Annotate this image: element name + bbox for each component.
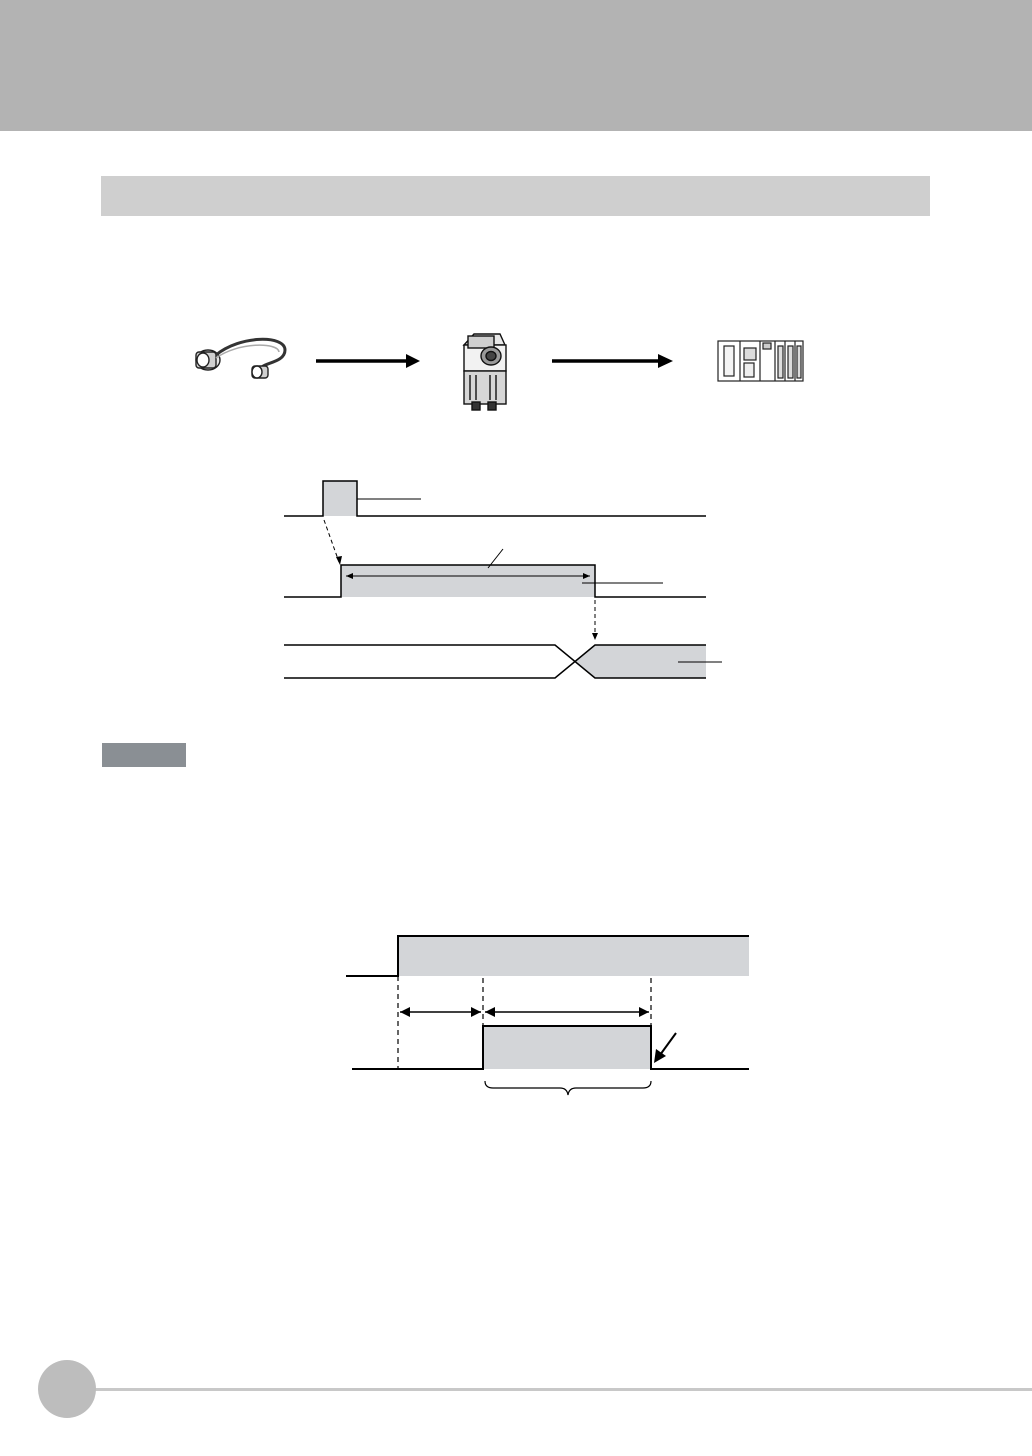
pulse-width-arrow [485,1007,649,1017]
lower-pulse-signal [352,1026,749,1069]
upper-signal [346,936,749,976]
output-period-brace [485,1081,651,1095]
page-number-badge [38,1360,96,1418]
delay-time-arrow [400,1007,481,1017]
footer-rule [60,1388,1032,1391]
falling-edge-pointer [654,1033,676,1063]
